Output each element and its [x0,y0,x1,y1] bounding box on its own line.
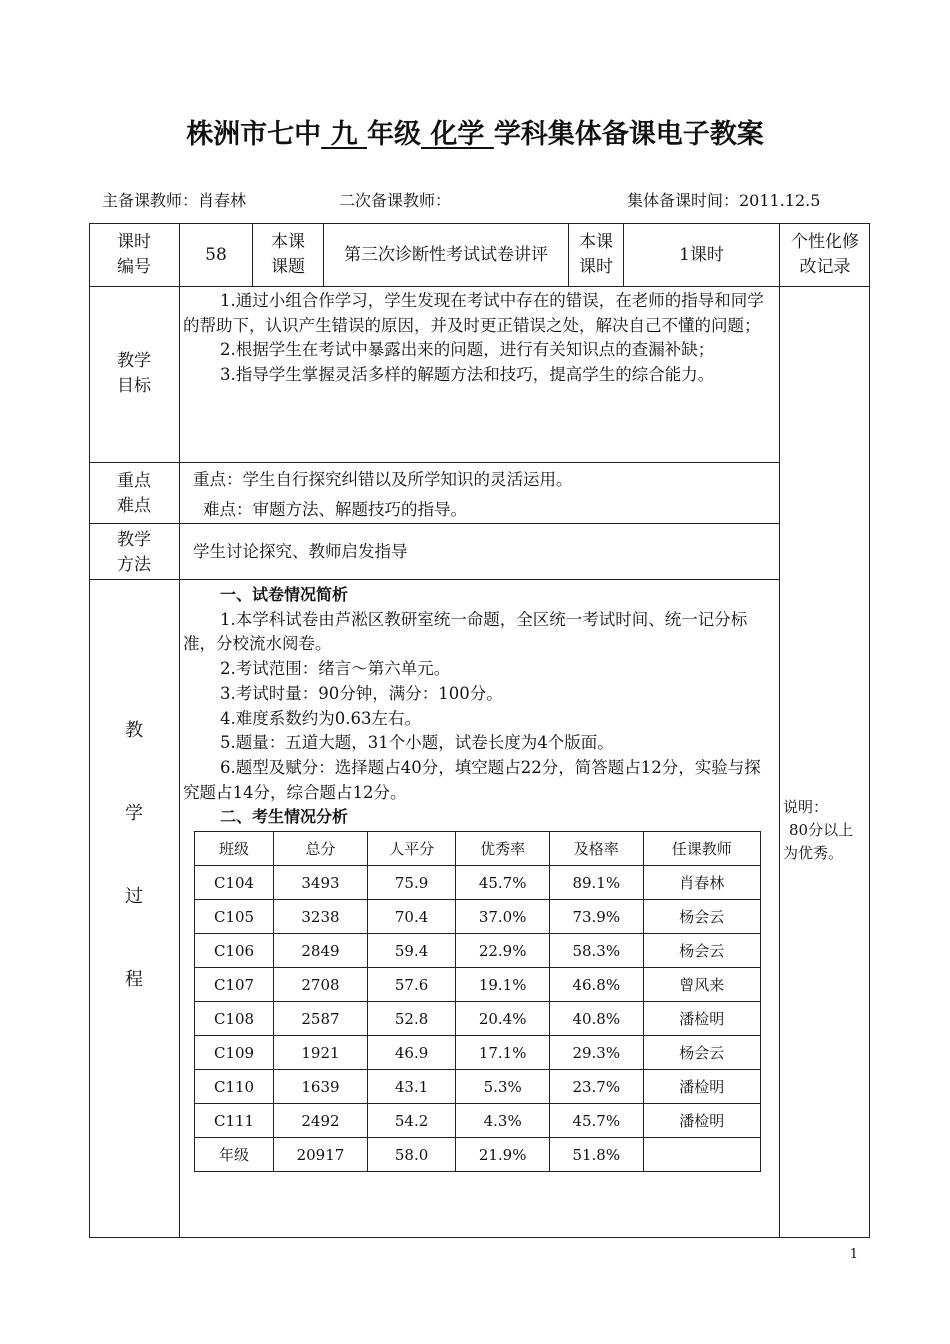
title-subject-value: 化学 [421,119,494,150]
table-cell: 29.3% [549,1036,643,1070]
table-cell: 19.1% [456,968,550,1002]
revision-note [783,796,867,865]
title-grade-value: 九 [321,119,367,150]
table-cell: 3238 [274,900,368,934]
objective-item: 1.通过小组合作学习，学生发现在考试中存在的错误，在老师的指导和同学的帮助下，认识产生错误的原因，并及时更正错误之处，解决自己不懂的问题； [183,291,764,335]
table-cell: C109 [195,1036,274,1070]
divider [89,462,780,463]
table-cell: 17.1% [456,1036,550,1070]
table-cell: 89.1% [549,866,643,900]
section1-item: 1.本学科试卷由芦淞区教研室统一命题，全区统一考试时间、统一记分标准，分校流水阅卷。 [183,609,748,654]
table-cell: 年级 [195,1138,274,1172]
table-row [195,968,761,1002]
score-table-body [195,832,761,1172]
table-cell: 杨会云 [643,900,760,934]
table-cell: 37.0% [456,900,550,934]
table-cell: 2492 [274,1104,368,1138]
table-cell: 肖春林 [643,866,760,900]
table-cell: 43.1 [367,1070,456,1104]
lesson-no-label [89,230,179,280]
table-cell: C111 [195,1104,274,1138]
table-row [195,1070,761,1104]
hours-label-line1: 本课 [579,232,613,252]
section1-item: 4.难度系数约为0.63左右。 [220,708,421,728]
table-header-row [195,832,761,866]
table-cell [643,1138,760,1172]
table-cell: 3493 [274,866,368,900]
table-cell: 22.9% [456,934,550,968]
lesson-no-label-line2: 编号 [117,257,151,277]
process-label-char: 程 [125,969,143,990]
table-cell: 40.8% [549,1002,643,1036]
revision-note-body: 80分以上为优秀。 [783,821,854,862]
lesson-no-label-line1: 课时 [117,232,151,252]
title-suffix: 学科集体备课电子教案 [493,119,764,150]
table-row [195,934,761,968]
divider [779,223,780,1238]
table-cell: C105 [195,900,274,934]
divider [89,579,780,580]
section1-item: 6.题型及赋分：选择题占40分，填空题占22分，简答题占12分，实验与探究题占14分，综合题占12分。 [183,757,761,802]
table-row [195,1036,761,1070]
table-header-cell: 优秀率 [456,832,550,866]
table-header-cell: 总分 [274,832,368,866]
table-row [195,1002,761,1036]
table-cell: 曾风来 [643,968,760,1002]
revision-label [780,230,870,280]
table-cell: 57.6 [367,968,456,1002]
table-row [195,1138,761,1172]
table-cell: 2708 [274,968,368,1002]
hours-value: 1课时 [679,245,724,265]
process-label-char: 过 [125,886,143,907]
revision-label-line2: 改记录 [799,257,851,277]
table-cell: 潘检明 [643,1104,760,1138]
table-row [195,866,761,900]
main-teacher: 主备课教师：肖春林 [102,191,247,210]
hours-label [569,230,623,280]
table-header-cell: 任课教师 [643,832,760,866]
section1-heading: 一、试卷情况简析 [220,585,349,604]
objectives-label-line2: 目标 [117,376,151,396]
table-cell: 1639 [274,1070,368,1104]
table-cell: 20917 [274,1138,368,1172]
objectives-label [89,349,179,399]
lesson-no-value: 58 [205,245,227,265]
prep-date: 集体备课时间：2011.12.5 [627,191,821,210]
table-cell: 73.9% [549,900,643,934]
table-row [195,900,761,934]
table-cell: 杨会云 [643,1036,760,1070]
page-number: 1 [849,1247,858,1262]
table-cell: 51.8% [549,1138,643,1172]
table-row [195,1104,761,1138]
table-cell: 45.7% [456,866,550,900]
section2-heading: 二、考生情况分析 [220,807,349,827]
hours-label-line2: 课时 [579,257,613,277]
method-label-line2: 方法 [117,555,151,575]
topic-label-line2: 课题 [271,257,305,277]
second-teacher: 二次备课教师： [339,191,452,210]
title-prefix: 株洲市七中 [186,119,322,150]
topic-label-line1: 本课 [271,232,305,252]
objective-item: 3.指导学生掌握灵活多样的解题方法和技巧，提高学生的综合能力。 [220,364,715,384]
table-cell: 58.0 [367,1138,456,1172]
table-cell: 潘检明 [643,1070,760,1104]
divider [179,223,180,1238]
divider [89,523,780,524]
score-table [194,831,761,1172]
table-cell: 75.9 [367,866,456,900]
table-cell: 52.8 [367,1002,456,1036]
table-cell: 45.7% [549,1104,643,1138]
title-grade-suffix: 年级 [367,119,421,150]
process-label-char: 学 [125,803,143,824]
objective-item: 2.根据学生在考试中暴露出来的问题，进行有关知识点的查漏补缺； [220,340,715,359]
objectives-label-line1: 教学 [117,351,151,371]
table-cell: 58.3% [549,934,643,968]
section1-item: 2.考试范围：绪言～第六单元。 [220,659,451,679]
key-points-label [89,469,179,519]
key-point-text: 重点：学生自行探究纠错以及所学知识的灵活运用。 [193,470,573,489]
topic-label [253,230,323,280]
table-cell: 23.7% [549,1070,643,1104]
document-title [0,112,950,151]
table-cell: 21.9% [456,1138,550,1172]
topic-value: 第三次诊断性考试试卷讲评 [344,245,548,265]
table-cell: 潘检明 [643,1002,760,1036]
method-value: 学生讨论探究、教师启发指导 [193,542,408,561]
revision-note-title: 说明： [783,798,829,816]
table-header-cell: 班级 [195,832,274,866]
table-cell: C104 [195,866,274,900]
divider [89,286,870,287]
table-cell: C107 [195,968,274,1002]
process-content [183,583,777,830]
section1-item: 5.题量：五道大题，31个小题，试卷长度为4个版面。 [220,733,614,753]
table-cell: C108 [195,1002,274,1036]
revision-label-line1: 个性化修 [791,232,859,252]
table-cell: 20.4% [456,1002,550,1036]
table-cell: 70.4 [367,900,456,934]
section1-item: 3.考试时量：90分钟，满分：100分。 [220,683,503,703]
table-cell: 2849 [274,934,368,968]
table-header-cell: 及格率 [549,832,643,866]
table-cell: 1921 [274,1036,368,1070]
table-cell: C110 [195,1070,274,1104]
table-cell: 4.3% [456,1104,550,1138]
table-cell: 2587 [274,1002,368,1036]
table-cell: C106 [195,934,274,968]
table-cell: 54.2 [367,1104,456,1138]
method-label [89,528,179,578]
key-points-label-line2: 难点 [117,496,151,516]
table-cell: 5.3% [456,1070,550,1104]
table-cell: 46.9 [367,1036,456,1070]
table-cell: 59.4 [367,934,456,968]
key-points-label-line1: 重点 [117,471,151,491]
method-label-line1: 教学 [117,530,151,550]
table-cell: 杨会云 [643,934,760,968]
table-header-cell: 人平分 [367,832,456,866]
objectives-content [183,289,777,387]
process-label-char: 教 [125,720,143,741]
table-cell: 46.8% [549,968,643,1002]
difficulty-text: 难点：审题方法、解题技巧的指导。 [203,500,467,519]
